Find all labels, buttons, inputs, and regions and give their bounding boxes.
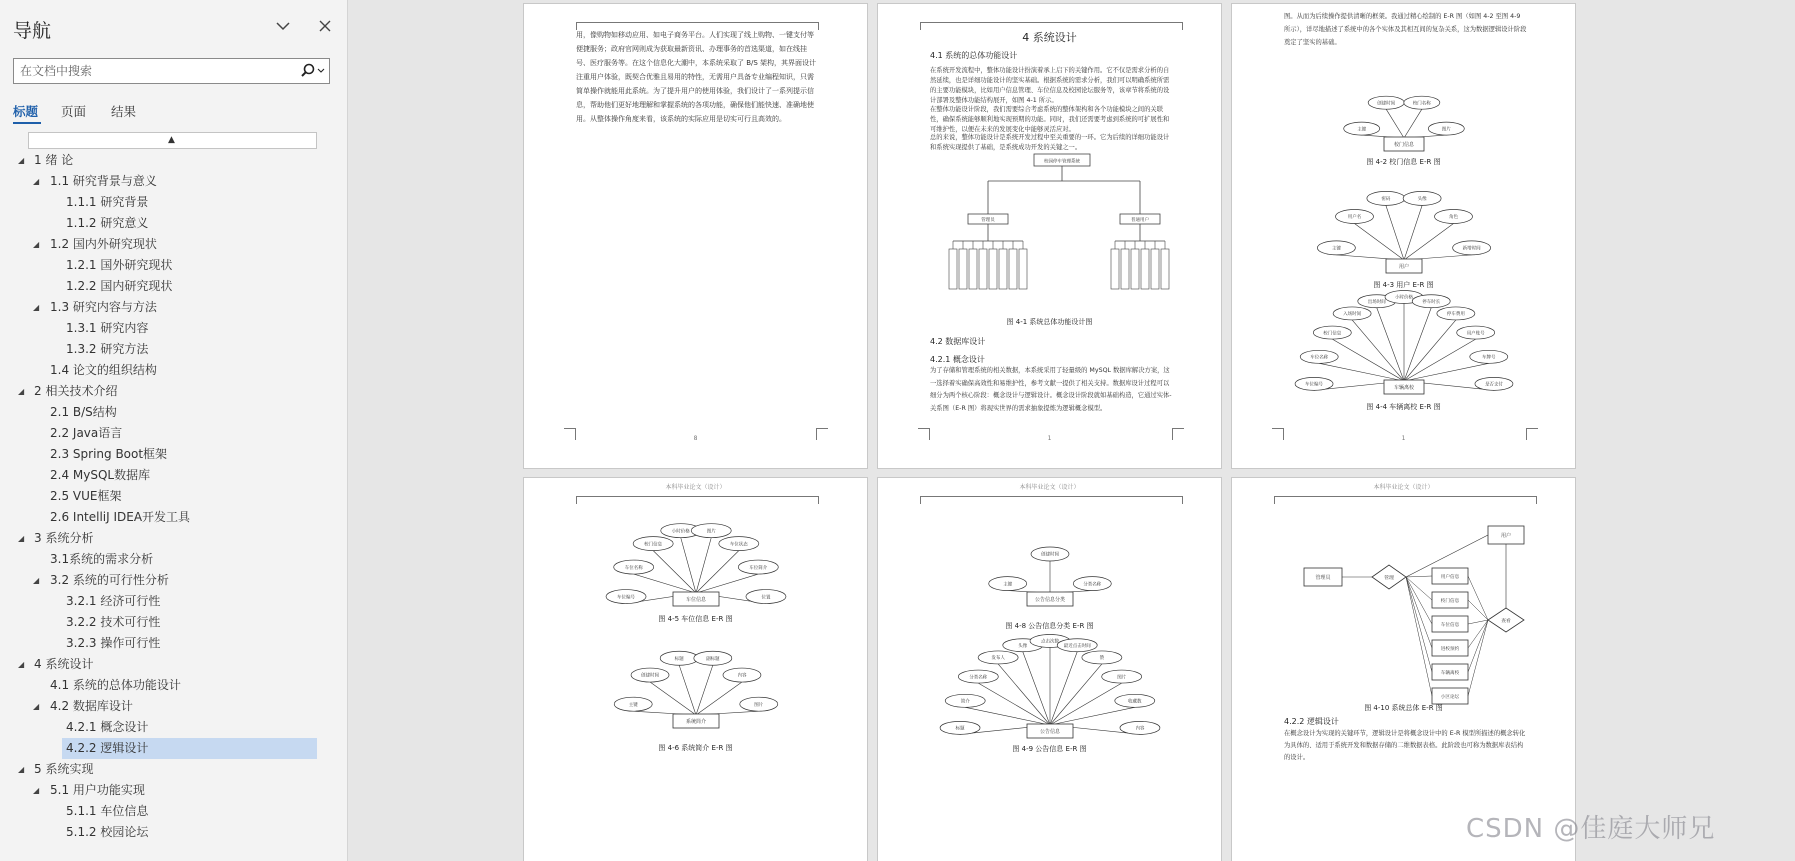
- tree-item[interactable]: [0, 297, 340, 318]
- tree-item-label: 3.2.1 经济可行性: [66, 594, 161, 608]
- er-attribute-label: 用户名: [1347, 215, 1362, 221]
- er-link: [1404, 109, 1422, 138]
- tree-item-label: 1.2.1 国外研究现状: [66, 258, 173, 272]
- er-attribute-label: 图片: [1117, 675, 1127, 681]
- er-link: [1468, 620, 1488, 672]
- document-area: [349, 0, 1795, 861]
- tree-item[interactable]: [0, 822, 340, 843]
- tree-item[interactable]: [0, 465, 340, 486]
- tree-item-label: 1.3.2 研究方法: [66, 342, 149, 356]
- er-attribute-label: 小时价格: [671, 529, 690, 535]
- tree-item[interactable]: [0, 675, 340, 696]
- er-diagram: [989, 547, 1112, 606]
- tree-item[interactable]: [0, 402, 340, 423]
- figure-caption: 图 4-6 系统简介 E-R 图: [658, 744, 733, 752]
- er-attribute-label: 车位名称: [624, 565, 643, 571]
- er-entity-label: 用户: [1500, 533, 1512, 539]
- tree-item-label: 1.3 研究内容与方法: [50, 300, 157, 314]
- er-attribute-label: 主键: [628, 702, 638, 708]
- tab-pages[interactable]: 页面: [61, 104, 87, 119]
- er-attribute-label: 校门信息: [644, 542, 663, 548]
- tree-item-label: 3 系统分析: [34, 531, 94, 545]
- tree-item[interactable]: [0, 738, 340, 759]
- expanded-triangle-icon[interactable]: ◢: [18, 387, 25, 396]
- tree-item[interactable]: [0, 759, 340, 780]
- er-attribute-label: 主键: [1331, 246, 1341, 252]
- tree-item[interactable]: [0, 444, 340, 465]
- tree-item[interactable]: [0, 654, 340, 675]
- er-link: [1468, 620, 1488, 624]
- er-attribute-label: 车位状态: [729, 542, 748, 548]
- er-attribute-label: 停车时长: [1422, 299, 1441, 305]
- er-attribute-label: 副标题: [706, 656, 720, 662]
- er-entity-label: 公告信息分类: [1034, 596, 1066, 603]
- er-attribute-label: 校门名称: [1412, 101, 1431, 107]
- er-attribute-label: 点击次数: [1041, 639, 1059, 645]
- tree-item-label: 5 系统实现: [34, 762, 94, 776]
- page-header: 本科毕业论文（设计）: [665, 484, 726, 491]
- er-link: [1355, 224, 1404, 260]
- body-text: 图。从而为后续操作提供清晰的框架。我通过精心绘制的 E-R 图（如图 4-2 至图 4-9 所示），详尽地描述了系统中的各个实体及其相互间的复杂关系，这为数据逻辑设计阶段奠定了坚实的基础。: [1284, 13, 1527, 46]
- document-page[interactable]: [877, 477, 1222, 861]
- tree-item-label: 3.2 系统的可行性分析: [50, 573, 169, 587]
- tree-item-label: 4.2.1 概念设计: [66, 720, 149, 734]
- er-link: [696, 538, 711, 593]
- er-attribute-label: 是否支付: [1484, 382, 1503, 388]
- er-attribute-label: 标题: [955, 726, 965, 732]
- er-entity-label: 车辆离校: [1393, 384, 1415, 391]
- page-number: 1: [1047, 435, 1052, 442]
- er-attribute-label: 车牌号: [1482, 355, 1496, 361]
- er-relation-label: 查看: [1501, 619, 1511, 624]
- tree-item[interactable]: [0, 507, 340, 528]
- er-attribute-label: 出场时间: [1367, 299, 1386, 305]
- tree-item-label: 1.1.1 研究背景: [66, 195, 149, 209]
- er-entity-label: 用户: [1398, 263, 1410, 270]
- er-link: [1468, 620, 1488, 648]
- tree-item-label: 1.2 国内外研究现状: [50, 237, 157, 251]
- er-attribute-label: 简介: [960, 699, 970, 705]
- tree-leaf-group: [1111, 241, 1169, 289]
- subsection-heading: 4.2.2 逻辑设计: [1284, 717, 1339, 726]
- tree-item[interactable]: [0, 780, 340, 801]
- tree-item[interactable]: [0, 234, 340, 255]
- document-page[interactable]: [1231, 3, 1576, 469]
- er-diagram: [606, 524, 786, 606]
- figure-caption: 图 4-5 车位信息 E-R 图: [658, 615, 733, 623]
- er-attribute-label: 车位编号: [1305, 382, 1324, 388]
- tree-item-label: 3.2.3 操作可行性: [66, 636, 161, 650]
- expanded-triangle-icon[interactable]: ◢: [33, 786, 40, 795]
- tree-item-label: 2.2 Java语言: [50, 426, 123, 440]
- tree-item[interactable]: [0, 423, 340, 444]
- er-attribute-label: 新增时间: [1462, 246, 1481, 252]
- er-attribute-label: 图片: [706, 529, 716, 535]
- er-link: [1050, 652, 1077, 725]
- er-link: [1406, 576, 1432, 577]
- expanded-triangle-icon[interactable]: ◢: [18, 765, 25, 774]
- tab-underline: [13, 122, 41, 124]
- er-diagram: [1317, 191, 1490, 273]
- expanded-triangle-icon[interactable]: ◢: [18, 156, 25, 165]
- overall-er: [1304, 526, 1524, 704]
- tree-item-label: 5.1 用户功能实现: [50, 783, 145, 797]
- section-heading: 4.2 数据库设计: [930, 337, 986, 346]
- tree-leaf: [1121, 249, 1129, 289]
- er-entity-label: 用户信息: [1440, 575, 1460, 580]
- search-icon[interactable]: [297, 61, 327, 81]
- expanded-triangle-icon[interactable]: ◢: [33, 240, 40, 249]
- tree-item-label: 3.1系统的需求分析: [50, 552, 154, 566]
- expanded-triangle-icon[interactable]: ◢: [18, 534, 25, 543]
- expanded-triangle-icon[interactable]: ◢: [33, 177, 40, 186]
- body-text: 在系统开发流程中，整体功能设计扮演着承上启下的关键作用。它不仅是需求分析的自然延续，也是详细功能设计的坚实基础。根据系统的需求分析，我们可以明确系统所需的主要功能模块，比如用户信息管理、车位信息及校园论坛服务等，该章节将系统的设计部署及整体功能结构展开，如图 4-1 所示。: [930, 67, 1170, 104]
- er-attribute-label: 图片: [1441, 127, 1451, 133]
- er-entity-label: 车辆离校: [1440, 671, 1460, 676]
- expanded-triangle-icon[interactable]: ◢: [18, 660, 25, 669]
- figure-caption: 图 4-3 用户 E-R 图: [1373, 281, 1434, 289]
- er-link: [650, 682, 696, 715]
- tree-item-label: 2.5 VUE框架: [50, 489, 122, 503]
- er-attribute-label: 车位编号: [617, 595, 636, 601]
- er-entity-label: 车位信息: [685, 596, 707, 603]
- er-attribute-label: 角色: [1448, 215, 1458, 221]
- er-attribute-label: 发布人: [991, 656, 1005, 662]
- er-link: [1377, 308, 1404, 381]
- body-text: 在整体功能设计阶段，我们需要综合考虑系统的整体架构和各个功能模块之间的关联性，确保系统能够顺利地实现预期的功能。同时，我们还需要考虑到系统的可扩展性和可维护性，以便在未来的发展变化中能够灵活应对。: [930, 106, 1170, 133]
- tree-leaf: [1151, 249, 1159, 289]
- tree-item-label: 1.4 论文的组织结构: [50, 363, 157, 377]
- tree-item[interactable]: [0, 486, 340, 507]
- er-attribute-label: 创建时间: [1377, 101, 1396, 107]
- tree-item-label: 2 相关技术介绍: [34, 384, 118, 398]
- er-attribute-label: 图片: [754, 702, 764, 708]
- er-link: [1404, 205, 1422, 260]
- er-attribute-label: 车位简介: [749, 565, 768, 571]
- tree-item-label: 2.3 Spring Boot框架: [50, 447, 168, 461]
- scroll-up-icon: ▲: [168, 135, 175, 145]
- er-attribute-label: 入场时间: [1343, 312, 1362, 318]
- er-link: [1386, 205, 1404, 260]
- tree-leaf: [1161, 249, 1169, 289]
- er-entity-label: 校门信息: [1440, 599, 1460, 604]
- tree-item-label: 4.1 系统的总体功能设计: [50, 678, 181, 692]
- watermark: CSDN @佳庭大师兄: [1466, 814, 1716, 844]
- er-entity-label: 车位信息: [1440, 623, 1460, 628]
- er-attribute-label: 最近点击时间: [1063, 643, 1091, 649]
- er-attribute-label: 头像: [1417, 197, 1427, 203]
- er-attribute-label: 创建时间: [641, 673, 660, 679]
- er-attribute-label: 收藏数: [1128, 699, 1142, 705]
- tree-leaf: [1131, 249, 1139, 289]
- tab-results[interactable]: 结果: [111, 104, 137, 119]
- er-attribute-label: 小时价格: [1395, 295, 1413, 301]
- tree-leaf: [1019, 249, 1027, 289]
- tree-leaf: [979, 249, 987, 289]
- er-link: [1406, 577, 1432, 696]
- body-text: 总的来说，整体功能设计是系统开发过程中至关重要的一环。它为后续的详细功能设计和系统实现提供了基础，是系统成功开发的关键之一。: [930, 134, 1170, 151]
- tree-item[interactable]: [0, 255, 340, 276]
- er-link: [679, 665, 696, 715]
- tree-item[interactable]: [0, 276, 340, 297]
- figure-caption: 图 4-4 车辆离校 E-R 图: [1366, 403, 1441, 411]
- nav-title: 导航: [13, 20, 52, 42]
- er-attribute-label: 停车费用: [1446, 312, 1465, 318]
- er-link: [1404, 339, 1476, 381]
- search-box: [13, 58, 330, 84]
- er-diagrams: [1232, 4, 1576, 469]
- tree-item-label: 2.4 MySQL数据库: [50, 468, 151, 482]
- er-attribute-label: 赞: [1099, 656, 1105, 662]
- tree-item[interactable]: [0, 150, 340, 171]
- figure-caption: 图 4-10 系统总体 E-R 图: [1364, 704, 1443, 712]
- er-attribute-label: 密码: [1381, 197, 1391, 203]
- figure-caption: 图 4-9 公告信息 E-R 图: [1012, 745, 1087, 753]
- tree-root-label: 校园停车管理系统: [1044, 159, 1080, 165]
- er-link: [681, 538, 696, 593]
- tree-item-label: 5.1.1 车位信息: [66, 804, 149, 818]
- search-input[interactable]: [14, 59, 294, 83]
- er-entity-label: 小区论坛: [1440, 695, 1460, 700]
- chapter-title: 4 系统设计: [1022, 31, 1077, 44]
- tree-item-label: 1.1.2 研究意义: [66, 216, 149, 230]
- er-attribute-label: 用户账号: [1466, 331, 1485, 337]
- er-entity-label: 进校预约: [1440, 647, 1460, 652]
- er-diagram: [614, 651, 778, 728]
- er-link: [696, 682, 742, 715]
- tree-left-label: 管理员: [981, 218, 995, 223]
- tree-leaf: [989, 249, 997, 289]
- tree-item-label: 2.1 B/S结构: [50, 405, 117, 419]
- er-attribute-label: 标题: [674, 656, 684, 662]
- tree-item-label: 1.1 研究背景与意义: [50, 174, 157, 188]
- figure-caption: 图 4-2 校门信息 E-R 图: [1366, 158, 1441, 166]
- er-attribute-label: 主键: [1357, 127, 1367, 133]
- er-link: [1386, 109, 1404, 138]
- tree-item[interactable]: [0, 171, 340, 192]
- er-link: [1023, 652, 1050, 725]
- tree-item[interactable]: [0, 339, 340, 360]
- er-diagrams: [524, 478, 868, 861]
- er-link: [1332, 339, 1404, 381]
- page-number: 1: [1401, 435, 1406, 442]
- expanded-triangle-icon[interactable]: ◢: [33, 702, 40, 711]
- tree-item-label: 4 系统设计: [34, 657, 94, 671]
- er-diagrams: [878, 478, 1222, 861]
- tree-item-label: 1.2.2 国内研究现状: [66, 279, 173, 293]
- er-attribute-label: 位置: [761, 595, 771, 601]
- tree-item-label: 3.2.2 技术可行性: [66, 615, 161, 629]
- tree-leaf-group: [949, 241, 1027, 289]
- er-link: [1406, 577, 1432, 672]
- navigation-pane: [0, 0, 348, 861]
- tree-item-label: 2.6 IntelliJ IDEA开发工具: [50, 510, 191, 524]
- tree-item[interactable]: [0, 528, 340, 549]
- overall-er-diagram: [1232, 478, 1576, 861]
- er-link: [1404, 224, 1453, 260]
- er-attribute-label: 主键: [1003, 582, 1013, 588]
- er-relation-label: 管理: [1384, 576, 1394, 581]
- tree-item-label: 1 绪 论: [34, 153, 74, 167]
- tree-item[interactable]: [0, 570, 340, 591]
- document-page[interactable]: [1231, 477, 1576, 861]
- tree-item-label: 4.2.2 逻辑设计: [66, 741, 149, 755]
- tree-item[interactable]: [0, 801, 340, 822]
- tree-leaf: [1141, 249, 1149, 289]
- er-attribute-label: 分类名称: [1083, 582, 1102, 588]
- er-diagram: [1344, 96, 1465, 151]
- er-attribute-label: 创建时间: [1041, 552, 1059, 558]
- close-icon[interactable]: [316, 17, 334, 35]
- er-entity-label: 校门信息: [1393, 141, 1415, 148]
- er-link: [696, 665, 713, 715]
- tree-right-label: 普通用户: [1131, 218, 1149, 223]
- tree-item[interactable]: [0, 192, 340, 213]
- tree-leaf: [999, 249, 1007, 289]
- nav-options-chevron-icon[interactable]: [274, 17, 292, 35]
- document-page[interactable]: [523, 477, 868, 861]
- document-page[interactable]: [877, 3, 1222, 469]
- document-page[interactable]: [523, 3, 868, 469]
- tree-item-label: 5.1.2 校园论坛: [66, 825, 149, 839]
- er-link: [1468, 600, 1488, 620]
- tree-item[interactable]: [0, 213, 340, 234]
- er-link: [1406, 577, 1432, 600]
- tree-item-label: 4.2 数据库设计: [50, 699, 133, 713]
- scroll-up-button[interactable]: [28, 132, 317, 149]
- tree-item[interactable]: [0, 633, 340, 654]
- tree-item[interactable]: [0, 549, 340, 570]
- subsection-heading: 4.2.1 概念设计: [930, 355, 985, 364]
- page-header: 本科毕业论文（设计）: [1373, 484, 1434, 491]
- er-attribute-label: 内容: [737, 673, 747, 679]
- tree-item[interactable]: [0, 717, 340, 738]
- er-link: [1050, 683, 1122, 725]
- body-text: 用，像购物如移动应用、如电子商务平台。人们实现了线上购物、一键支付等便捷服务；政府官网则成为获取最新资讯、办理事务的首选渠道，如在线挂号、医疗服务等。在这个信息化大潮中，本系统采取了 B/S 架构，其界面设计注重用户体验，既契合优雅且易用的特性，无需用户具备专业编程知识，只需简单操作就能用此系统。为了提升用户的使用体验，我们设计了一系列提示信息，帮助他们更好地理解和掌握系统的各项功能，确保他们能快速、准确地使用。从整体操作角度来看，该系统的实际应用是切实可行且高效的。: [576, 31, 817, 123]
- page-header: 本科毕业论文（设计）: [1019, 484, 1080, 491]
- tree-item[interactable]: [0, 612, 340, 633]
- er-entity-label: 管理员: [1315, 575, 1331, 581]
- tree-item[interactable]: [0, 591, 340, 612]
- tree-leaf: [949, 249, 957, 289]
- page-number: 8: [693, 435, 698, 442]
- tree-item-label: 1.3.1 研究内容: [66, 321, 149, 335]
- er-entity-label: 系统简介: [685, 718, 707, 725]
- tree-item[interactable]: [0, 360, 340, 381]
- tree-leaf: [1111, 249, 1119, 289]
- er-attribute-label: 内容: [1135, 726, 1145, 732]
- tab-headings[interactable]: 标题: [13, 104, 39, 119]
- er-link: [1406, 577, 1432, 624]
- er-attribute-label: 头像: [1018, 643, 1028, 649]
- er-attribute-label: 校门信息: [1323, 331, 1342, 337]
- tree-item[interactable]: [0, 318, 340, 339]
- er-entity-label: 公告信息: [1039, 728, 1061, 735]
- figure-caption: 图 4-8 公告信息分类 E-R 图: [1005, 622, 1094, 630]
- er-link: [1468, 620, 1488, 696]
- er-diagram: [940, 635, 1160, 739]
- er-attribute-label: 分类名称: [969, 675, 988, 681]
- expanded-triangle-icon[interactable]: ◢: [33, 576, 40, 585]
- body-text: 为了存储和管理系统的相关数据，本系统采用了轻量级的 MySQL 数据库解决方案，这一选择着实确保高效性和易维护性，参考文献一提供了相关支持。数据库设计过程可以细分为两个核心阶段：概念设计与逻辑设计。概念设计阶段就如基础构造，它通过实体-关系图（E-R 图）将现实世界的需求抽象提炼为逻辑概念模型。: [930, 367, 1172, 412]
- er-link: [978, 683, 1050, 725]
- er-diagram: [1295, 291, 1513, 395]
- tree-item[interactable]: [0, 696, 340, 717]
- expanded-triangle-icon[interactable]: ◢: [33, 303, 40, 312]
- section-heading: 4.1 系统的总体功能设计: [930, 51, 1018, 60]
- tree-leaf: [1009, 249, 1017, 289]
- tree-leaf: [959, 249, 967, 289]
- tree-item[interactable]: [0, 381, 340, 402]
- er-link: [1468, 576, 1488, 620]
- er-attribute-label: 车位名称: [1310, 355, 1329, 361]
- tree-leaf: [969, 249, 977, 289]
- figure-caption: 图 4-1 系统总体功能设计图: [1006, 318, 1093, 326]
- body-text: 在概念设计为实现的关键环节，逻辑设计是将概念设计中的 E-R 模型所描述的概念转化为具体的、适用于系统开发和数据存储的二维数据表格。此阶段也可称为数据库表结构的设计。: [1284, 730, 1526, 761]
- er-link: [1404, 308, 1431, 381]
